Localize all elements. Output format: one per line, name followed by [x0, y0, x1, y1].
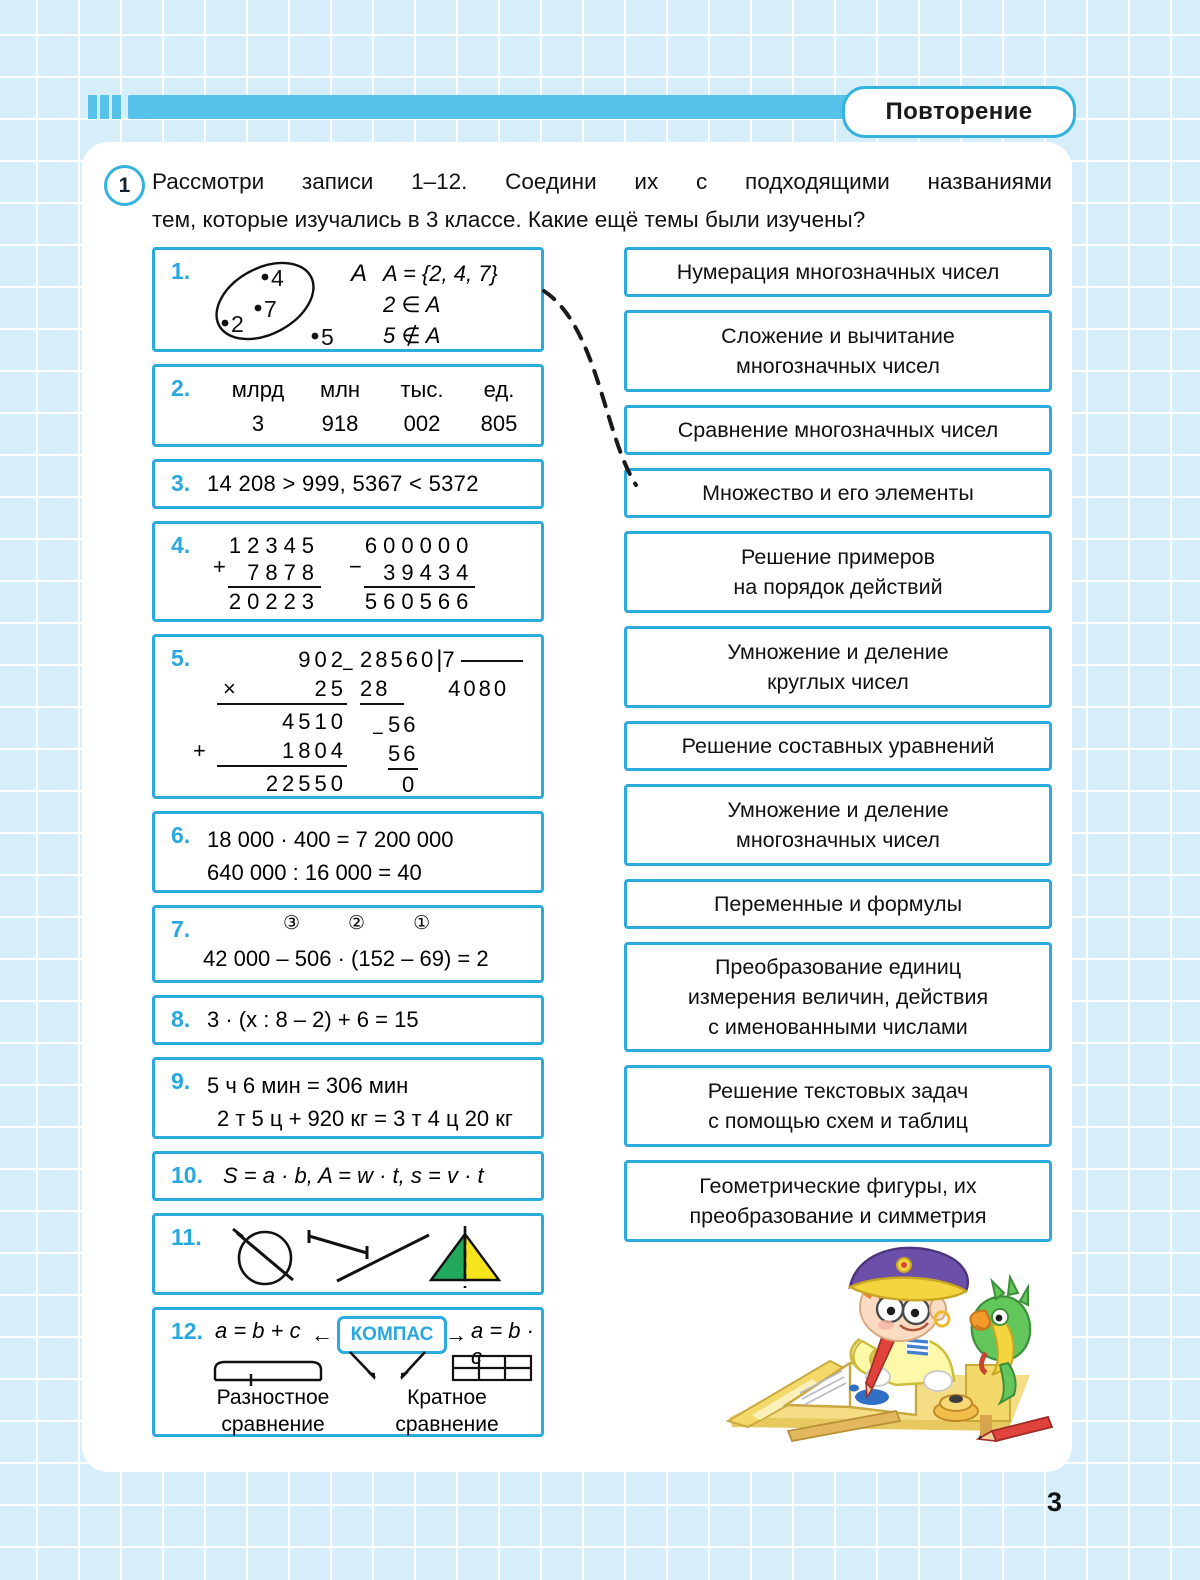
minuend: 600000 — [364, 533, 475, 558]
product-result: 22550 — [265, 771, 347, 796]
place-header-tys: тыс. — [400, 377, 444, 402]
page-number: 3 — [1047, 1487, 1063, 1517]
record-item-3[interactable] — [152, 459, 544, 509]
addition-column — [213, 532, 321, 615]
order-expression: 42 000 – 506 · (152 – 69) = 2 — [203, 946, 489, 971]
compare-right-formula: a = b · c — [471, 1318, 534, 1369]
header-tick-2 — [100, 95, 109, 119]
record-item-12[interactable] — [152, 1307, 544, 1437]
multiplier: 25 — [314, 676, 347, 701]
record-item-11[interactable] — [152, 1213, 544, 1295]
place-header-ed: ед. — [483, 377, 515, 402]
compare-right-caption-2: сравнение — [395, 1413, 499, 1436]
topic-label-6-line-1: Умножение и деление — [727, 640, 949, 664]
record-index-11: 11. — [171, 1224, 202, 1250]
record-item-8[interactable] — [152, 995, 544, 1045]
topic-label-2-line-2: многозначных чисел — [736, 354, 940, 378]
topic-label-6-line-2: круглых чисел — [767, 670, 909, 694]
divisor: 7 — [442, 647, 455, 672]
topic-box-1[interactable] — [624, 247, 1052, 297]
difference-result: 560566 — [364, 589, 475, 614]
multiplier-row — [217, 674, 347, 705]
record-index-7: 7. — [171, 916, 191, 942]
place-header-mlrd: млрд — [231, 377, 285, 402]
record-item-6[interactable] — [152, 811, 544, 893]
svg-text:7: 7 — [264, 296, 277, 322]
place-value-mlrd: 3 — [251, 411, 265, 436]
formula-expression: S = a · b, A = w · t, s = v · t — [223, 1163, 484, 1188]
topic-label-10-line-3: с именованными числами — [708, 1015, 968, 1039]
action-mark-3: ③ — [283, 913, 349, 934]
task-instruction-line-1: Рассмотри записи 1–12. Соедини их с подходящими названиями — [152, 169, 1052, 194]
partial-product-2: 1804 — [282, 738, 347, 763]
topic-label-8-line-1: Умножение и деление — [727, 798, 949, 822]
addend-1: 12345 — [228, 533, 321, 558]
arrow-right-icon: → — [445, 1322, 467, 1347]
record-item-9[interactable] — [152, 1057, 544, 1139]
topic-label-12-line-1: Геометрические фигуры, их — [699, 1174, 977, 1198]
set-equation-3: 5 ∉ A — [383, 323, 441, 348]
record-item-2[interactable] — [152, 364, 544, 447]
addend-2: 7878 — [228, 559, 321, 587]
topic-box-6[interactable] — [624, 626, 1052, 708]
topic-box-3[interactable] — [624, 405, 1052, 455]
subtraction-digits — [364, 532, 475, 615]
topic-box-9[interactable] — [624, 879, 1052, 929]
topic-label-3: Сравнение многозначных чисел — [677, 418, 999, 442]
comparison-expression: 14 208 > 999, 5367 < 5372 — [207, 471, 479, 496]
topic-label-10-line-1: Преобразование единиц — [714, 955, 962, 979]
record-item-4[interactable] — [152, 521, 544, 622]
topic-label-11-line-1: Решение текстовых задач — [707, 1079, 969, 1103]
chapter-tab-label: Повторение — [885, 98, 1033, 125]
record-index-5: 5. — [171, 645, 191, 671]
record-index-10: 10. — [171, 1162, 203, 1188]
illustration-pirate-boy — [700, 1225, 1080, 1465]
svg-text:5: 5 — [321, 324, 334, 350]
header-tick-3 — [112, 95, 121, 119]
place-header-mln: млн — [319, 377, 361, 402]
topic-label-8-line-2: многозначных чисел — [736, 828, 940, 852]
division-step-1: 28 — [360, 674, 404, 705]
compas-label: КОМПАС — [350, 1324, 434, 1345]
record-index-6: 6. — [171, 822, 191, 848]
partial-product-1: 4510 — [282, 709, 347, 734]
record-index-4: 4. — [171, 532, 191, 558]
dividend: 28560 — [360, 647, 437, 672]
set-diagram-icon — [203, 255, 343, 350]
record-item-10[interactable] — [152, 1151, 544, 1201]
topic-label-5-line-1: Решение примеров — [740, 545, 936, 569]
division-minus-2: − — [372, 723, 384, 745]
record-index-12: 12. — [171, 1318, 203, 1344]
record-index-2: 2. — [171, 375, 191, 401]
topic-label-2-line-1: Сложение и вычитание — [721, 324, 955, 348]
record-index-9: 9. — [171, 1068, 191, 1094]
task-instruction-line-2: тем, которые изучались в 3 классе. Какие ещё темы были изучены? — [152, 207, 866, 232]
arrow-left-icon: ← — [311, 1322, 333, 1347]
records-column — [152, 247, 544, 1449]
topic-box-4[interactable] — [624, 468, 1052, 518]
record-item-7[interactable] — [152, 905, 544, 983]
topic-box-7[interactable] — [624, 721, 1052, 771]
sum-result: 20223 — [228, 589, 321, 614]
plus-operator: + — [193, 738, 210, 763]
topic-box-10[interactable] — [624, 942, 1052, 1052]
compare-scheme-icon — [203, 1348, 543, 1386]
partial-product-2-row — [193, 736, 347, 767]
division-block: − 28560|7 28 4080 − 56 56 0 — [360, 645, 523, 799]
topic-label-7: Решение составных уравнений — [681, 734, 995, 758]
subtraction-operator: − — [349, 554, 362, 579]
action-mark-1: ① — [413, 913, 479, 934]
topic-label-10-line-2: измерения величин, действия — [687, 985, 989, 1009]
topic-box-5[interactable] — [624, 531, 1052, 613]
subtraction-column — [349, 532, 475, 615]
compare-left-caption-1: Разностное — [216, 1386, 330, 1409]
division-step-3: 56 — [388, 739, 418, 770]
topic-label-4: Множество и его элементы — [702, 481, 974, 505]
compare-left-caption-2: сравнение — [221, 1413, 325, 1436]
task-number-badge: 1 — [104, 165, 145, 206]
multiplication-block — [193, 645, 347, 798]
action-mark-2: ② — [348, 913, 414, 934]
topic-label-1: Нумерация многозначных чисел — [676, 260, 1000, 284]
header-bar — [128, 95, 918, 119]
multiplicand: 902 — [298, 647, 347, 672]
units-line-1: 5 ч 6 мин = 306 мин — [207, 1073, 409, 1098]
chapter-tab — [842, 86, 1076, 138]
place-value-ed: 805 — [480, 411, 518, 436]
set-equation-1: A = {2, 4, 7} — [383, 261, 498, 286]
topic-label-9: Переменные и формулы — [713, 892, 963, 916]
record-index-8: 8. — [171, 1006, 191, 1032]
set-equations — [383, 258, 498, 351]
subtrahend: 39434 — [364, 559, 475, 587]
topic-label-11-line-2: с помощью схем и таблиц — [708, 1109, 968, 1133]
topic-box-8[interactable] — [624, 784, 1052, 866]
action-order-marks — [283, 912, 478, 935]
topics-column — [624, 247, 1052, 1255]
topic-label-5-line-2: на порядок действий — [733, 575, 943, 599]
addition-operator: + — [213, 554, 226, 579]
set-name-label: A — [351, 260, 368, 287]
task-instruction — [152, 163, 1052, 239]
set-equation-2: 2 ∈ A — [383, 292, 441, 317]
equation-expression: 3 · (x : 8 – 2) + 6 = 15 — [207, 1007, 419, 1032]
record-item-5[interactable] — [152, 634, 544, 799]
record-index-3: 3. — [171, 470, 191, 496]
compare-right-caption-1: Кратное — [407, 1386, 487, 1409]
round-number-line-2: 640 000 : 16 000 = 40 — [207, 860, 422, 885]
svg-text:2: 2 — [231, 311, 244, 337]
place-value-mln: 918 — [321, 411, 359, 436]
header-tick-1 — [88, 95, 97, 119]
quotient: 4080 — [448, 676, 510, 701]
geometry-figures-icon — [221, 1222, 533, 1290]
topic-label-12-line-2: преобразование и симметрия — [689, 1204, 987, 1228]
topic-box-11[interactable] — [624, 1065, 1052, 1147]
division-minus-1: − — [342, 659, 354, 681]
record-item-1[interactable] — [152, 247, 544, 352]
multiplication-operator: × — [223, 676, 240, 701]
record-index-1: 1. — [171, 258, 191, 284]
svg-text:4: 4 — [271, 265, 284, 291]
division-step-2: 56 — [388, 712, 419, 737]
addition-digits — [228, 532, 321, 615]
topic-box-2[interactable] — [624, 310, 1052, 392]
round-number-line-1: 18 000 · 400 = 7 200 000 — [207, 827, 454, 852]
division-remainder: 0 — [402, 772, 415, 797]
compare-left-formula: a = b + c — [215, 1318, 301, 1343]
units-line-2: 2 т 5 ц + 920 кг = 3 т 4 ц 20 кг — [217, 1106, 513, 1131]
place-value-tys: 002 — [403, 411, 441, 436]
